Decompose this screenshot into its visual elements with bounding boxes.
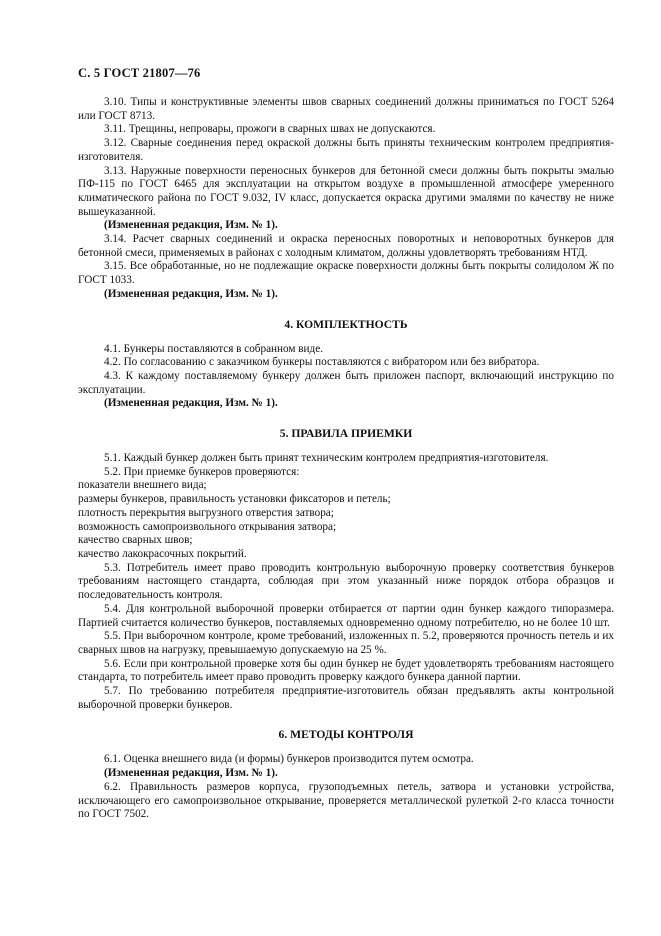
section-title-control-methods: 6. МЕТОДЫ КОНТРОЛЯ [278,728,414,742]
clause-6-1: 6.1. Оценка внешнего вида (и формы) бункеров производится путем осмотра. [104,753,474,766]
clause-4-2: 4.2. По согласованию с заказчиком бункеры поставляются с вибратором или без вибратора. [104,356,540,369]
clause-6-2: 6.2. Правильность размеров корпуса, грузоподъемных петель, затвора и установки устройства, исключающего его самопроизвольное открывание, проверяется металлической рулеткой 2-го класса точности по ГОСТ 7502. [78,780,614,821]
page-header: С. 5 ГОСТ 21807—76 [78,66,201,80]
list-item: плотность перекрытия выгрузного отверстия затвора; [78,506,334,519]
clause-5-6: 5.6. Если при контрольной проверке хотя бы один бункер не будет удовлетворять требованиям настоящего стандарта, то потребитель имеет право проводить проверку каждого бункера данной партии. [78,657,614,684]
clause-4-3: 4.3. К каждому поставляемому бункеру должен быть приложен паспорт, включающий инструкцию по эксплуатации. [78,369,614,396]
amendment-note: (Измененная редакция, Изм. № 1). [104,767,278,780]
section-title-acceptance-rules: 5. ПРАВИЛА ПРИЕМКИ [279,427,413,441]
amendment-note: (Измененная редакция, Изм. № 1). [104,287,278,300]
clause-3-11: 3.11. Трещины, непровары, прожоги в сварных швах не допускаются. [104,123,436,136]
clause-5-1: 5.1. Каждый бункер должен быть принят техническим контролем предприятия-изготовителя. [104,452,549,465]
clause-3-10: 3.10. Типы и конструктивные элементы швов сварных соединений должны приниматься по ГОСТ 5264 или ГОСТ 8713. [78,96,614,122]
list-item: возможность самопроизвольного открывания затвора; [78,520,337,533]
clause-3-15: 3.15. Все обработанные, но не подлежащие окраске поверхности должны быть покрыты солидолом Ж по ГОСТ 1033. [78,260,614,287]
clause-5-4: 5.4. Для контрольной выборочной проверки отбирается от партии один бункер каждого типоразмера. Партией считается количество бункеров, поставляемых одновременно одному потребителю, но не более 10 шт. [78,602,614,629]
document-body [78,96,614,822]
clause-5-5: 5.5. При выборочном контроле, кроме требований, изложенных п. 5.2, проверяются прочность петель и их сварных швов на нагрузку, превышаемую допускаемую на 25 %. [78,630,614,656]
list-item: качество сварных швов; [78,534,193,547]
list-item: качество лакокрасочных покрытий. [78,547,247,560]
amendment-note: (Измененная редакция, Изм. № 1). [104,397,278,410]
list-item: показатели внешнего вида; [78,479,207,492]
list-item: размеры бункеров, правильность установки фиксаторов и петель; [78,493,391,506]
clause-5-3: 5.3. Потребитель имеет право проводить контрольную выборочную проверку соответствия бункеров требованиям настоящего стандарта, соблюдая при этом указанный ниже порядок отбора образцов и последовательность контроля. [78,561,614,602]
section-title-completeness: 4. КОМПЛЕКТНОСТЬ [284,317,408,331]
amendment-note: (Измененная редакция, Изм. № 1). [104,219,278,232]
clause-3-13: 3.13. Наружные поверхности переносных бункеров для бетонной смеси должны быть покрыты эмалью ПФ-115 по ГОСТ 6465 для эксплуатации на открытом воздухе в промышленной атмосфере умеренного климатического района по ГОСТ 9.032, IV класс, допускается окраска другими эмалями по качеству не ниже вышеуказанной. [78,164,614,218]
clause-5-7: 5.7. По требованию потребителя предприятие-изготовитель обязан предъявлять акты контрольной выборочной проверки бункеров. [78,685,614,711]
clause-3-12: 3.12. Сварные соединения перед окраской должны быть приняты техническим контролем предприятия-изготовителя. [78,137,614,163]
clause-3-14: 3.14. Расчет сварных соединений и окраска переносных поворотных и неповоротных бункеров для бетонной смеси, применяемых в районах с холодным климатом, должны удовлетворять требованиям НТД. [78,233,614,259]
clause-5-2: 5.2. При приемке бункеров проверяются: [104,465,300,478]
clause-4-1: 4.1. Бункеры поставляются в собранном виде. [104,342,324,355]
